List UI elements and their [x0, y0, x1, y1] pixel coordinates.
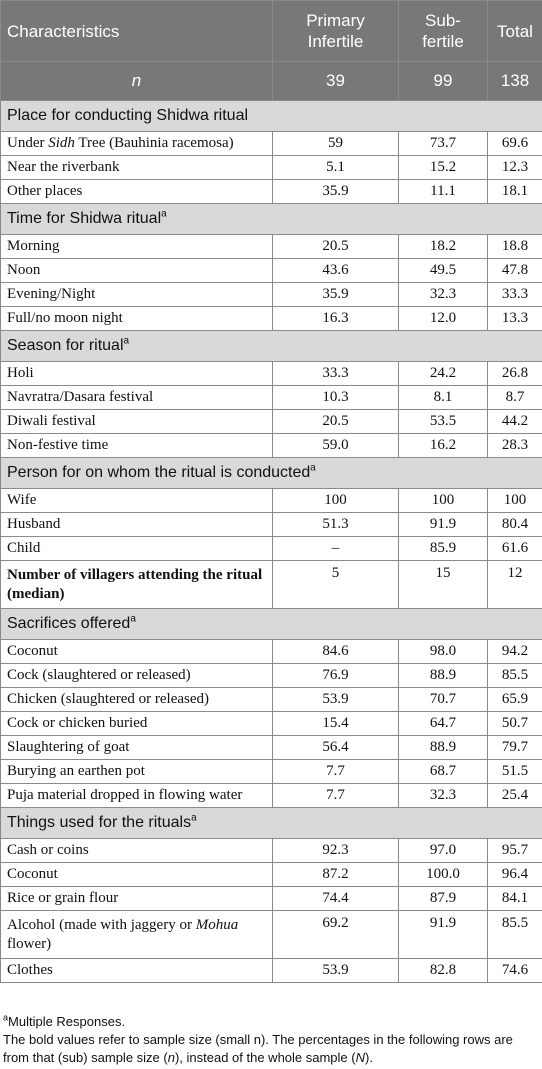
value-total: 85.5 — [488, 911, 542, 959]
table-row — [1, 410, 542, 434]
table-row — [1, 688, 542, 712]
row-label: Clothes — [1, 959, 273, 983]
header-sub-fertile: Sub-fertile — [399, 1, 488, 62]
value-primary: 84.6 — [273, 640, 399, 664]
value-subfertile: 53.5 — [399, 410, 488, 434]
table-row — [1, 784, 542, 808]
value-primary: 74.4 — [273, 887, 399, 911]
value-primary: 100 — [273, 489, 399, 513]
value-total: 51.5 — [488, 760, 542, 784]
sample-size-label: n — [1, 62, 273, 101]
row-label: Slaughtering of goat — [1, 736, 273, 760]
table-row — [1, 132, 542, 156]
value-primary: 16.3 — [273, 307, 399, 331]
row-label: Child — [1, 537, 273, 561]
row-label: Cock or chicken buried — [1, 712, 273, 736]
value-primary: 5 — [273, 561, 399, 609]
value-primary: 20.5 — [273, 235, 399, 259]
value-total: 74.6 — [488, 959, 542, 983]
row-label-italic: Mohua — [195, 916, 239, 933]
row-label: Full/no moon night — [1, 307, 273, 331]
table-row — [1, 434, 542, 458]
table-row — [1, 664, 542, 688]
row-label: Navratra/Dasara festival — [1, 386, 273, 410]
row-label-text: Tree (Bauhinia racemosa) — [74, 135, 234, 151]
header-characteristics: Characteristics — [1, 1, 273, 62]
section-title-text: Time for Shidwa ritual — [7, 210, 162, 227]
value-subfertile: 32.3 — [399, 283, 488, 307]
value-primary: 33.3 — [273, 362, 399, 386]
value-primary: 10.3 — [273, 386, 399, 410]
value-total: 25.4 — [488, 784, 542, 808]
footnote-marker: a — [191, 812, 197, 824]
value-primary: 92.3 — [273, 839, 399, 863]
table-footnotes — [3, 1013, 539, 1067]
value-subfertile: 97.0 — [399, 839, 488, 863]
value-primary: – — [273, 537, 399, 561]
table-row — [1, 513, 542, 537]
value-subfertile: 82.8 — [399, 959, 488, 983]
value-subfertile: 24.2 — [399, 362, 488, 386]
value-primary: 15.4 — [273, 712, 399, 736]
table-row — [1, 259, 542, 283]
section-title — [1, 101, 542, 132]
section-things — [1, 808, 542, 839]
value-primary: 35.9 — [273, 180, 399, 204]
row-label: Diwali festival — [1, 410, 273, 434]
value-subfertile: 73.7 — [399, 132, 488, 156]
row-label: Holi — [1, 362, 273, 386]
value-total: 95.7 — [488, 839, 542, 863]
value-total: 8.7 — [488, 386, 542, 410]
value-total: 79.7 — [488, 736, 542, 760]
table-row — [1, 386, 542, 410]
value-subfertile: 68.7 — [399, 760, 488, 784]
value-subfertile: 16.2 — [399, 434, 488, 458]
row-label: Cock (slaughtered or released) — [1, 664, 273, 688]
footnote-text: ). — [365, 1050, 373, 1065]
section-title — [1, 204, 542, 235]
row-label: Non-festive time — [1, 434, 273, 458]
footnote-marker: a — [130, 613, 136, 625]
value-total: 44.2 — [488, 410, 542, 434]
value-subfertile: 18.2 — [399, 235, 488, 259]
footnote-text: Multiple Responses. — [8, 1014, 126, 1029]
row-label: Coconut — [1, 640, 273, 664]
footnote-n: n — [167, 1050, 175, 1065]
value-primary: 35.9 — [273, 283, 399, 307]
value-primary: 69.2 — [273, 911, 399, 959]
table-row — [1, 307, 542, 331]
value-total: 84.1 — [488, 887, 542, 911]
row-label-text: Under — [7, 135, 49, 151]
value-total: 100 — [488, 489, 542, 513]
value-primary: 51.3 — [273, 513, 399, 537]
row-label-italic: Sidh — [48, 135, 75, 151]
header-total: Total — [488, 1, 542, 62]
value-primary: 76.9 — [273, 664, 399, 688]
section-sacrifices — [1, 609, 542, 640]
value-total: 12 — [488, 561, 542, 609]
row-label: Puja material dropped in flowing water — [1, 784, 273, 808]
value-subfertile: 91.9 — [399, 911, 488, 959]
row-label: Wife — [1, 489, 273, 513]
value-subfertile: 12.0 — [399, 307, 488, 331]
value-subfertile: 98.0 — [399, 640, 488, 664]
value-total: 50.7 — [488, 712, 542, 736]
section-title — [1, 331, 542, 362]
table-row — [1, 180, 542, 204]
table-row — [1, 911, 542, 959]
row-label: Noon — [1, 259, 273, 283]
section-title-text: Person for on whom the ritual is conducted — [7, 464, 311, 481]
footnote-marker: a — [3, 1012, 9, 1023]
value-subfertile: 70.7 — [399, 688, 488, 712]
section-title-text: Season for ritual — [7, 337, 124, 354]
table-row — [1, 760, 542, 784]
value-total: 12.3 — [488, 156, 542, 180]
value-total: 28.3 — [488, 434, 542, 458]
footnote-marker: a — [123, 335, 130, 347]
value-primary: 87.2 — [273, 863, 399, 887]
row-label: Burying an earthen pot — [1, 760, 273, 784]
section-time — [1, 204, 542, 235]
section-title — [1, 609, 542, 640]
row-label: Other places — [1, 180, 273, 204]
footnote-marker: a — [310, 462, 316, 474]
value-primary: 53.9 — [273, 688, 399, 712]
table-row — [1, 959, 542, 983]
footnote-text: The bold values refer to sample size (small n). The percentages in the following rows are from that (sub) sample size ( — [3, 1032, 513, 1065]
value-total: 33.3 — [488, 283, 542, 307]
row-label — [1, 911, 273, 959]
table-row — [1, 489, 542, 513]
header-primary-infertile: Primary Infertile — [273, 1, 399, 62]
section-title-text: Place for conducting Shidwa ritual — [7, 107, 249, 124]
value-subfertile: 88.9 — [399, 664, 488, 688]
row-label: Morning — [1, 235, 273, 259]
footnote-marker: a — [161, 208, 167, 220]
sample-size-row — [1, 62, 542, 101]
row-label: Rice or grain flour — [1, 887, 273, 911]
table-row — [1, 640, 542, 664]
table-row — [1, 235, 542, 259]
value-total: 94.2 — [488, 640, 542, 664]
section-season — [1, 331, 542, 362]
table-row — [1, 736, 542, 760]
value-subfertile: 85.9 — [399, 537, 488, 561]
section-title — [1, 458, 542, 489]
value-primary: 59 — [273, 132, 399, 156]
footnote-multiple-responses — [3, 1013, 539, 1031]
table-row — [1, 839, 542, 863]
table-row — [1, 561, 542, 609]
value-primary: 53.9 — [273, 959, 399, 983]
value-subfertile: 32.3 — [399, 784, 488, 808]
row-label: Coconut — [1, 863, 273, 887]
value-subfertile: 11.1 — [399, 180, 488, 204]
value-subfertile: 88.9 — [399, 736, 488, 760]
row-label: Cash or coins — [1, 839, 273, 863]
value-total: 13.3 — [488, 307, 542, 331]
row-label-text: flower) — [7, 935, 52, 952]
row-label: Near the riverbank — [1, 156, 273, 180]
value-subfertile: 100 — [399, 489, 488, 513]
table-row — [1, 156, 542, 180]
footnote-big-n: N — [355, 1050, 365, 1065]
section-person — [1, 458, 542, 489]
row-label — [1, 132, 273, 156]
value-total: 85.5 — [488, 664, 542, 688]
value-subfertile: 64.7 — [399, 712, 488, 736]
value-total: 47.8 — [488, 259, 542, 283]
footnote-text: ), instead of the whole sample ( — [174, 1050, 356, 1065]
sample-size-primary: 39 — [273, 62, 399, 101]
value-total: 96.4 — [488, 863, 542, 887]
value-total: 65.9 — [488, 688, 542, 712]
table-row — [1, 887, 542, 911]
section-title — [1, 808, 542, 839]
section-title-text: Things used for the rituals — [7, 814, 192, 831]
row-label: Number of villagers attending the ritual (median) — [1, 561, 273, 609]
row-label: Chicken (slaughtered or released) — [1, 688, 273, 712]
sample-size-total: 138 — [488, 62, 542, 101]
section-place — [1, 101, 542, 132]
value-subfertile: 8.1 — [399, 386, 488, 410]
value-subfertile: 87.9 — [399, 887, 488, 911]
value-total: 18.8 — [488, 235, 542, 259]
section-title-text: Sacrifices offered — [7, 615, 131, 632]
value-subfertile: 49.5 — [399, 259, 488, 283]
row-label: Evening/Night — [1, 283, 273, 307]
row-label: Husband — [1, 513, 273, 537]
value-subfertile: 15 — [399, 561, 488, 609]
sample-size-subfertile: 99 — [399, 62, 488, 101]
value-total: 61.6 — [488, 537, 542, 561]
value-primary: 7.7 — [273, 784, 399, 808]
value-primary: 43.6 — [273, 259, 399, 283]
value-total: 80.4 — [488, 513, 542, 537]
value-primary: 59.0 — [273, 434, 399, 458]
table-row — [1, 362, 542, 386]
value-primary: 20.5 — [273, 410, 399, 434]
table-row — [1, 537, 542, 561]
value-subfertile: 100.0 — [399, 863, 488, 887]
table-row — [1, 283, 542, 307]
value-subfertile: 15.2 — [399, 156, 488, 180]
row-label-text: Alcohol (made with jaggery or — [7, 916, 196, 933]
table-row — [1, 863, 542, 887]
footnote-sample-size — [3, 1031, 539, 1067]
value-primary: 7.7 — [273, 760, 399, 784]
value-total: 69.6 — [488, 132, 542, 156]
value-primary: 5.1 — [273, 156, 399, 180]
value-subfertile: 91.9 — [399, 513, 488, 537]
table-header-row — [1, 1, 542, 62]
value-total: 18.1 — [488, 180, 542, 204]
value-primary: 56.4 — [273, 736, 399, 760]
table-row — [1, 712, 542, 736]
value-total: 26.8 — [488, 362, 542, 386]
